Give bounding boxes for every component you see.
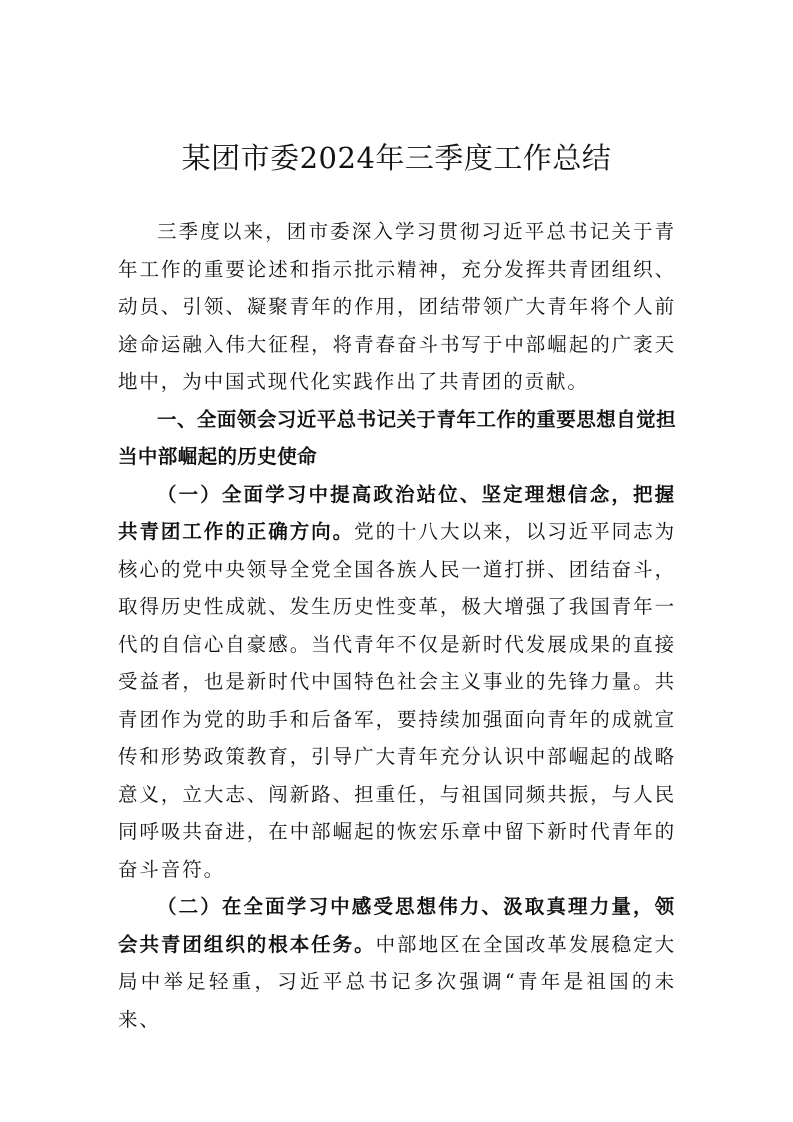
- item-1-lead: （一）全面学习中提高政治站位、坚定理想信念，把握共青团工作的正确方向。: [118, 482, 676, 543]
- item-2-body: 中部地区在全国改革发展稳定大局中举足轻重，习近平总书记多次强调“青年是祖国的未来、: [118, 932, 676, 1031]
- item-1-paragraph: [118, 476, 676, 889]
- item-1-body: 党的十八大以来，以习近平同志为核心的党中央领导全党全国各族人民一道打拼、团结奋斗，取得历史性成就、发生历史性变革，极大增强了我国青年一代的自信心自豪感。当代青年不仅是新时代发展成果的直接受益者，也是新时代中国特色社会主义事业的先锋力量。共青团作为党的助手和后备军，要持续加强面向青年的成就宣传和形势政策教育，引导广大青年充分认识中部崛起的战略意义，立大志、闯新路、担重任，与祖国同频共振，与人民同呼吸共奋进，在中部崛起的恢宏乐章中留下新时代青年的奋斗音符。: [118, 520, 676, 881]
- intro-paragraph: 三季度以来，团市委深入学习贯彻习近平总书记关于青年工作的重要论述和指示批示精神，充分发挥共青团组织、动员、引领、凝聚青年的作用，团结带领广大青年将个人前途命运融入伟大征程，将青春奋斗书写于中部崛起的广袤天地中，为中国式现代化实践作出了共青团的贡献。: [118, 220, 676, 393]
- section-heading-1: 一、全面领会习近平总书记关于青年工作的重要思想自觉担当中部崛起的历史使命: [118, 407, 676, 468]
- document-body: [118, 213, 676, 1038]
- item-2-paragraph: [118, 888, 676, 1038]
- item-2-lead: （二）在全面学习中感受思想伟力、汲取真理力量，领会共青团组织的根本任务。: [118, 895, 676, 956]
- document-title: 某团市委2024年三季度工作总结: [181, 141, 612, 175]
